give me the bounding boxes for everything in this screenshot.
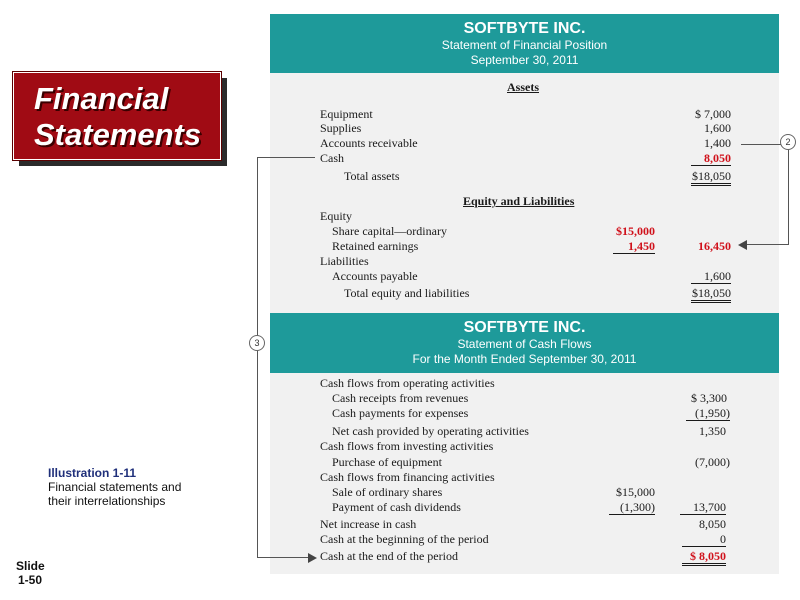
total-equity-liabilities-label: Total equity and liabilities	[344, 286, 470, 300]
cash-beginning-label: Cash at the beginning of the period	[320, 532, 489, 546]
cash-value: 8,050	[691, 151, 731, 166]
supplies-value: 1,600	[704, 121, 731, 135]
accounts-payable-label: Accounts payable	[332, 269, 418, 283]
share-capital-value: $15,000	[616, 224, 655, 238]
connector-3-arrowhead	[308, 553, 317, 563]
balance-sheet-header	[270, 14, 779, 73]
balance-sheet-date: September 30, 2011	[470, 53, 579, 67]
connector-2-vertical	[788, 144, 789, 244]
retained-earnings-label: Retained earnings	[332, 239, 419, 253]
financing-total-value: 13,700	[680, 500, 726, 515]
connector-3-top	[257, 157, 315, 158]
total-equity-liabilities-value: $18,050	[691, 286, 731, 303]
liabilities-label: Liabilities	[320, 254, 369, 268]
assets-heading: Assets	[507, 80, 539, 94]
cash-flow-header	[270, 313, 779, 373]
total-assets-label: Total assets	[344, 169, 400, 183]
sale-shares-label: Sale of ordinary shares	[332, 485, 443, 499]
equity-liabilities-heading: Equity and Liabilities	[463, 194, 575, 208]
equipment-label: Equipment	[320, 107, 373, 121]
cash-label: Cash	[320, 151, 344, 165]
cash-end-label: Cash at the end of the period	[320, 549, 458, 563]
cash-payments-label: Cash payments for expenses	[332, 406, 469, 420]
cash-beginning-value: 0	[682, 532, 726, 547]
cash-receipts-label: Cash receipts from revenues	[332, 391, 469, 405]
sale-shares-value: $15,000	[616, 485, 655, 499]
cash-payments-value: (1,950)	[686, 406, 730, 421]
purchase-equipment-label: Purchase of equipment	[332, 455, 442, 469]
connector-2-bottom	[746, 244, 789, 245]
equity-total-value: 16,450	[698, 239, 731, 253]
financing-heading: Cash flows from financing activities	[320, 470, 495, 484]
share-capital-label: Share capital—ordinary	[332, 224, 447, 238]
statements-sheet	[270, 14, 779, 574]
slide-number	[16, 559, 45, 587]
balance-sheet-title: Statement of Financial Position	[441, 38, 608, 52]
caption-line2: their interrelationships	[48, 494, 166, 508]
accounts-payable-value: 1,600	[691, 269, 731, 284]
total-assets-value: $18,050	[691, 169, 731, 186]
marker-2: 2	[780, 134, 796, 150]
slide-title-box	[13, 72, 221, 160]
cash-dividends-value: (1,300)	[609, 500, 655, 515]
operating-heading: Cash flows from operating activities	[320, 376, 495, 390]
retained-earnings-value: 1,450	[613, 239, 655, 254]
accounts-receivable-value: 1,400	[704, 136, 731, 150]
net-increase-value: 8,050	[699, 517, 726, 531]
cash-dividends-label: Payment of cash dividends	[332, 500, 461, 514]
caption-title: Illustration 1-11	[48, 466, 137, 480]
investing-heading: Cash flows from investing activities	[320, 439, 494, 453]
cash-receipts-value: $ 3,300	[691, 391, 727, 405]
net-operating-value: 1,350	[699, 424, 726, 438]
illustration-caption	[48, 466, 181, 508]
slide-number-value: 1-50	[18, 573, 43, 587]
slide-label-text: Slide	[16, 559, 45, 573]
equity-label: Equity	[320, 209, 352, 223]
marker-3: 3	[249, 335, 265, 351]
purchase-equipment-value: (7,000)	[695, 455, 730, 469]
supplies-label: Supplies	[320, 121, 362, 135]
slide-title-line1: Financial	[34, 81, 169, 116]
balance-sheet-company: SOFTBYTE INC.	[463, 20, 586, 37]
slide-title-line2: Statements	[34, 117, 202, 152]
net-operating-label: Net cash provided by operating activities	[332, 424, 529, 438]
accounts-receivable-label: Accounts receivable	[320, 136, 418, 150]
cash-end-value: $ 8,050	[682, 549, 726, 566]
cash-flow-period: For the Month Ended September 30, 2011	[412, 352, 637, 366]
net-increase-label: Net increase in cash	[320, 517, 417, 531]
cash-flow-company: SOFTBYTE INC.	[463, 319, 586, 336]
equipment-value: $ 7,000	[695, 107, 731, 121]
cash-flow-title: Statement of Cash Flows	[457, 337, 592, 351]
connector-3-vertical	[257, 157, 258, 557]
connector-2-arrowhead	[738, 240, 747, 250]
slide-title	[34, 81, 201, 153]
caption-line1: Financial statements and	[48, 480, 182, 494]
connector-3-bottom	[257, 557, 309, 558]
